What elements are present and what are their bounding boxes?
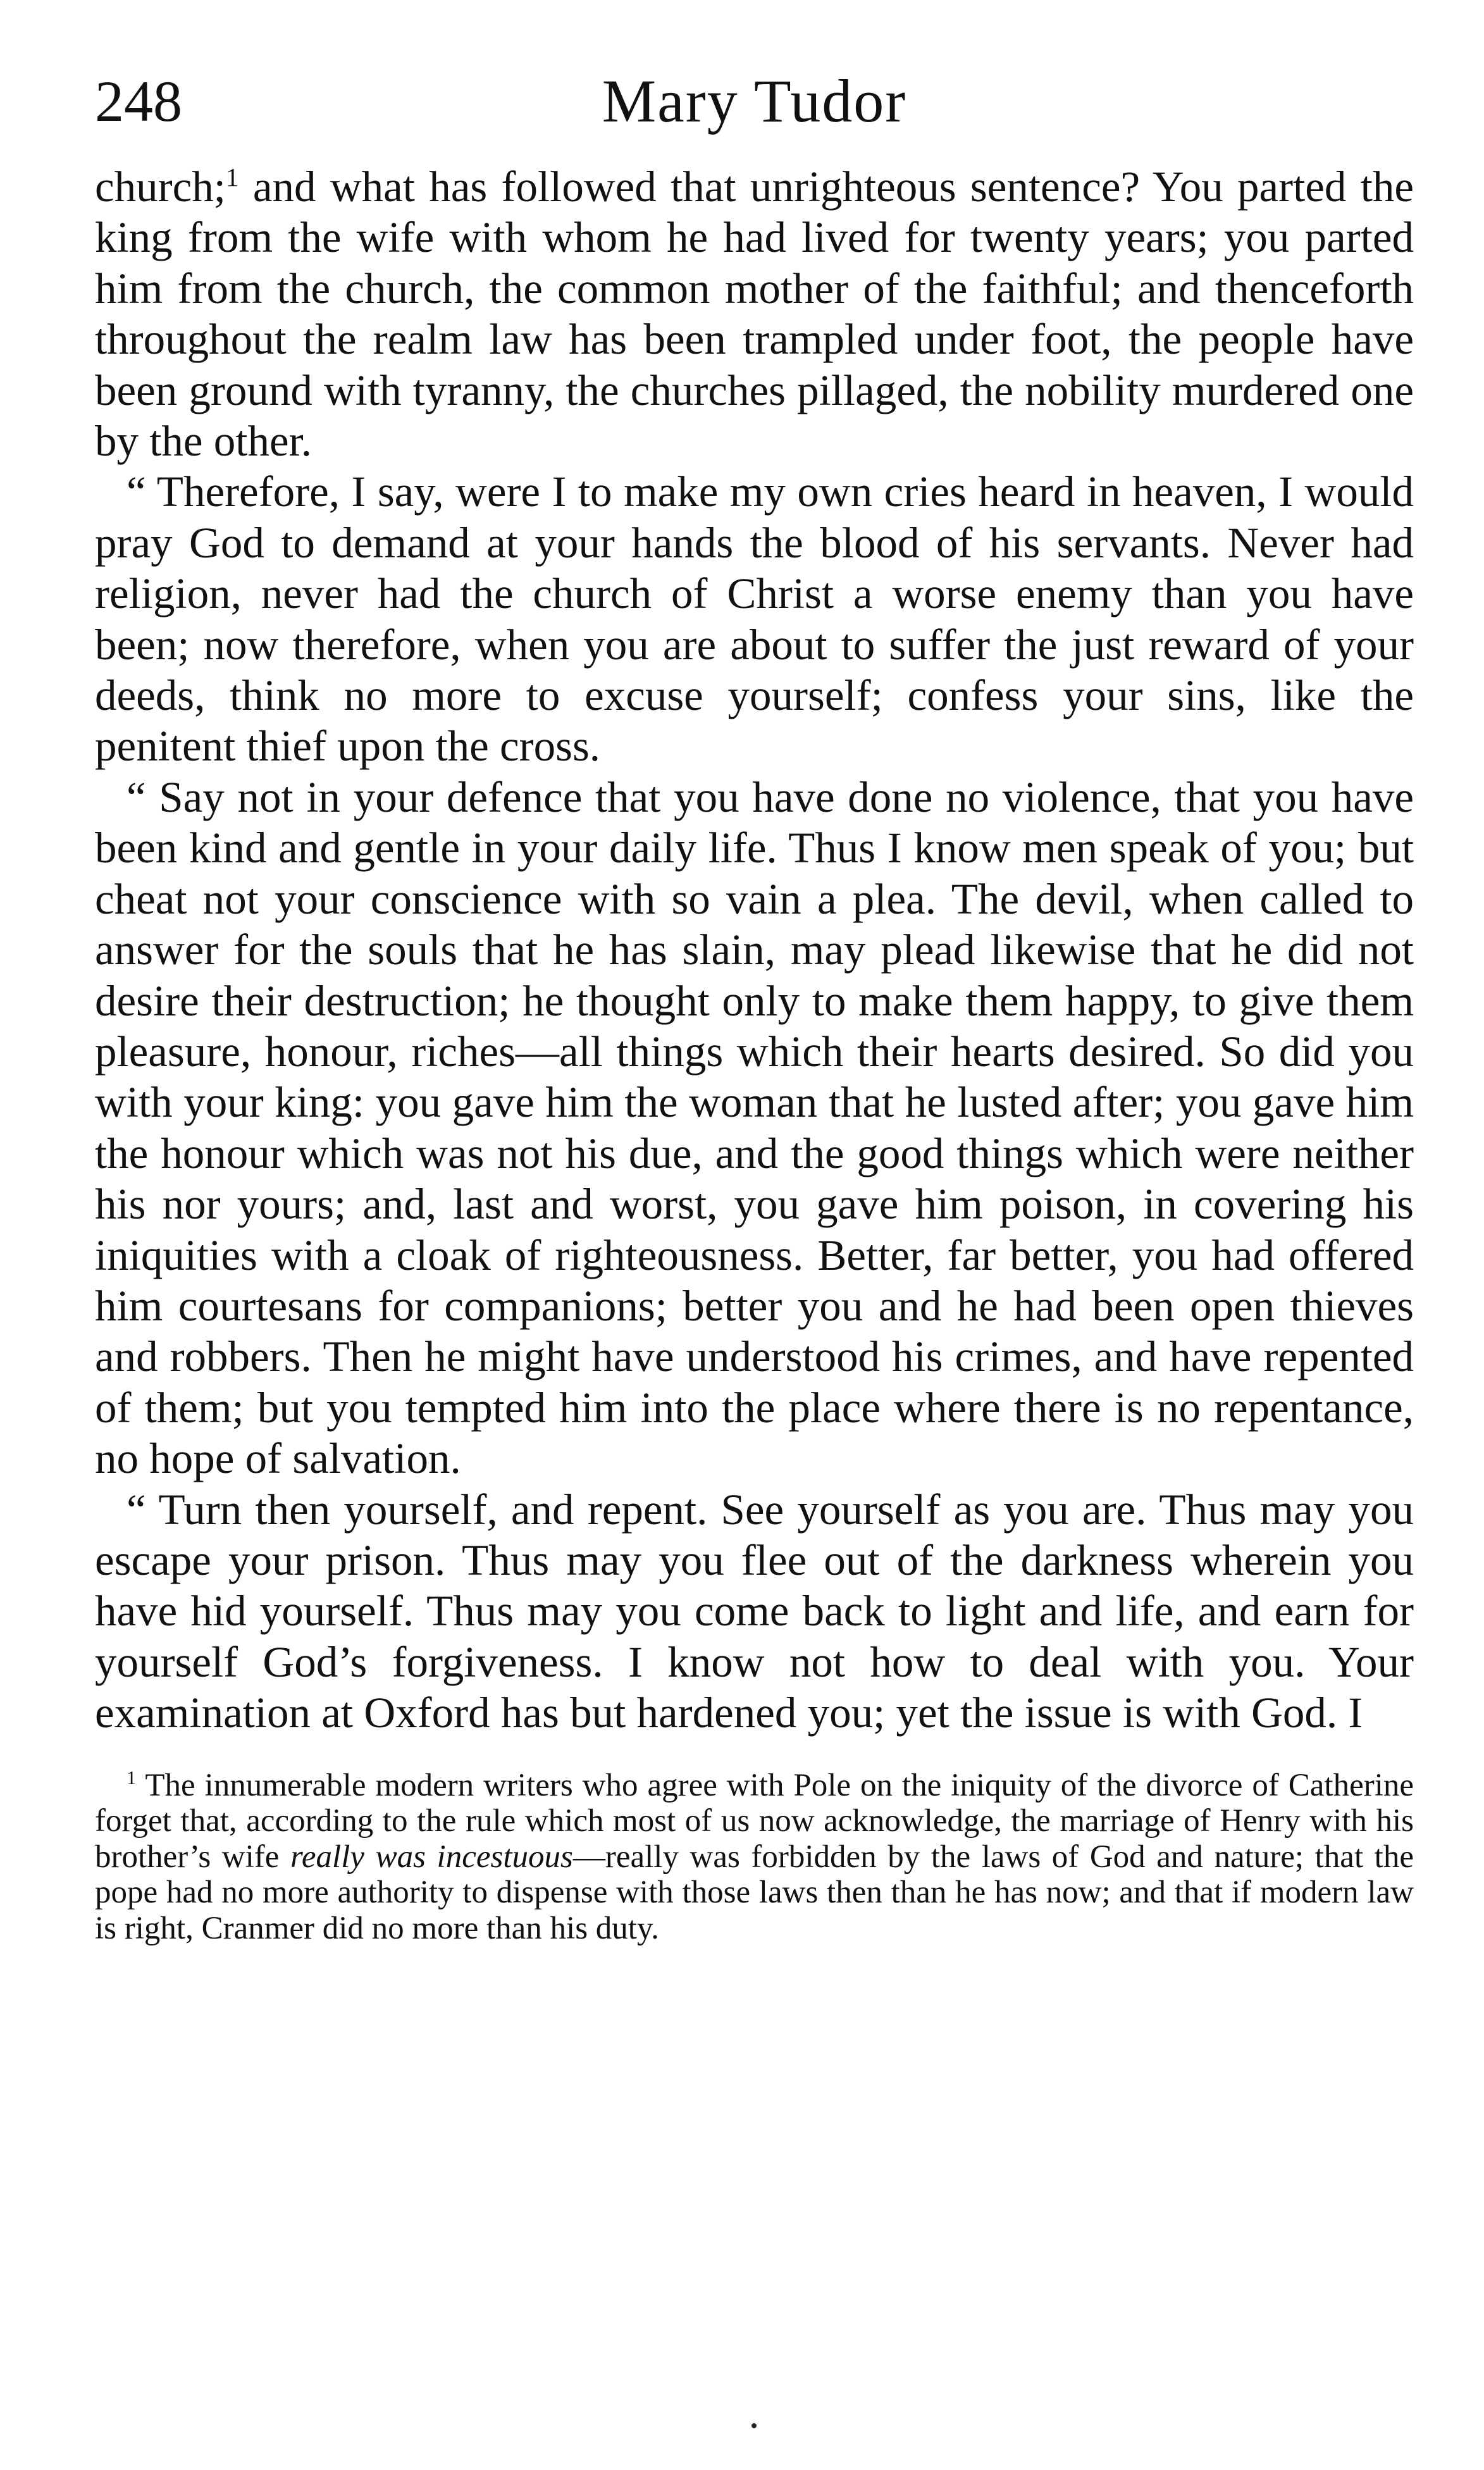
paragraph-4: “ Turn then yourself, and repent. See yourself as you are. Thus may you escape your prison. Thus may you flee out of the darkness wherein you have hid yourself. Thus may you come back to light and life, and earn for yourself God’s forgiveness. I know not how to deal with you. Your examination at Oxford has but hardened you; yet the issue is with God. I xyxy=(95,1485,1414,1737)
running-title: Mary Tudor xyxy=(602,67,907,135)
footnote-marker: 1 xyxy=(127,1766,137,1789)
book-page xyxy=(95,60,1414,1946)
footnote-text-1: The innumerable modern writers who agree with Pole on the iniquity of the divorce of Catherine forget that, according to the rule which most of us now acknowledge, the marriage of Henry with his brother’s wife xyxy=(95,1767,1414,1875)
paragraph-1-start: church; xyxy=(95,163,226,211)
footnote-italic: really was incestuous xyxy=(290,1839,573,1875)
page-header xyxy=(95,60,1414,142)
footnote-text-2: —really was forbidden by the laws of God and nature; that the pope had no more authority to dispense with those laws then than he has now; and that if modern law is right, Cranmer did no more than his duty. xyxy=(95,1839,1414,1946)
body-text xyxy=(95,161,1414,1739)
paragraph-1-rest: and what has followed that unrighteous sentence? You parted the king from the wife with whom he had lived for twenty years; you parted him from the church, the common mother of the faithful; and thenceforth throughout the realm law has been trampled under foot, the people have been ground with tyranny, the churches pillaged, the nobility murdered one by the other. xyxy=(95,163,1414,466)
page-number: 248 xyxy=(95,69,182,133)
paragraph-2: “ Therefore, I say, were I to make my own cries heard in heaven, I would pray God to demand at your hands the blood of his servants. Never had religion, never had the church of Christ a worse enemy than you have been; now therefore, when you are about to suffer the just reward of your deeds, think no more to excuse yourself; confess your sins, like the penitent thief upon the cross. xyxy=(95,468,1414,771)
paragraph-3: “ Say not in your defence that you have done no violence, that you have been kind and gentle in your daily life. Thus I know men speak of you; but cheat not your conscience with so vain a plea. The devil, when called to answer for the souls that he has slain, may plead likewise that he did not desire their destruction; he thought only to make them happy, to give them pleasure, honour, riches—all things which their hearts desired. So did you with your king: you gave him the woman that he lusted after; you gave him the honour which was not his due, and the good things which were neither his nor yours; and, last and worst, you gave him poison, in covering his iniquities with a cloak of righteousness. Better, far better, you had offered him courtesans for companions; better you and he had been open thieves and robbers. Then he might have understood his crimes, and have repented of them; but you tempted him into the place where there is no repentance, no hope of salvation. xyxy=(95,773,1414,1483)
page-mark xyxy=(751,2423,757,2428)
footnote-reference: 1 xyxy=(225,163,239,192)
footnotes xyxy=(95,1768,1414,1947)
footnote-1 xyxy=(95,1768,1414,1947)
paragraph-1 xyxy=(95,161,1414,466)
